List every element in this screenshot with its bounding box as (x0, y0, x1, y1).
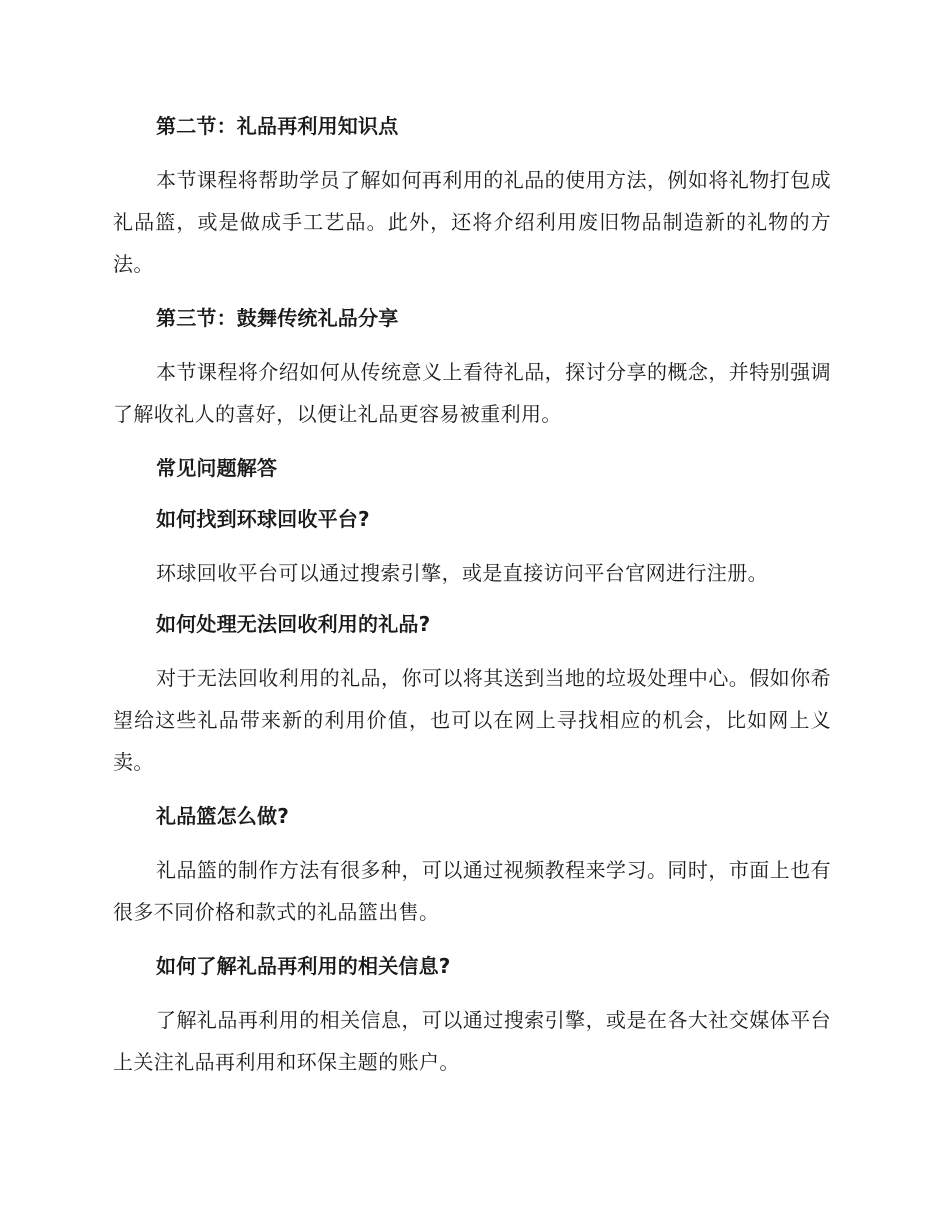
section-2-paragraph: 本节课程将帮助学员了解如何再利用的礼品的使用方法，例如将礼物打包成礼品篮，或是做成手工艺品。此外，还将介绍利用废旧物品制造新的礼物的方法。 (113, 168, 831, 276)
faq-title: 常见问题解答 (156, 456, 278, 480)
faq-answer-2: 对于无法回收利用的礼品，你可以将其送到当地的垃圾处理中心。假如你希望给这些礼品带来新的利用价值，也可以在网上寻找相应的机会，比如网上义卖。 (113, 666, 831, 774)
section-3-paragraph: 本节课程将介绍如何从传统意义上看待礼品，探讨分享的概念，并特别强调了解收礼人的喜好，以便让礼品更容易被重利用。 (113, 360, 831, 426)
faq-question-4: 如何了解礼品再利用的相关信息? (156, 954, 451, 978)
faq-question-2: 如何处理无法回收利用的礼品? (156, 612, 431, 636)
document-page (113, 108, 831, 1098)
faq-answer-1: 环球回收平台可以通过搜索引擎，或是直接访问平台官网进行注册。 (156, 561, 768, 585)
faq-question-1: 如何找到环球回收平台? (156, 507, 370, 531)
faq-answer-3: 礼品篮的制作方法有很多种，可以通过视频教程来学习。同时，市面上也有很多不同价格和款式的礼品篮出售。 (113, 858, 831, 924)
faq-question-3: 礼品篮怎么做? (156, 804, 290, 828)
section-2-heading: 第二节：礼品再利用知识点 (156, 114, 399, 138)
faq-answer-4: 了解礼品再利用的相关信息，可以通过搜索引擎，或是在各大社交媒体平台上关注礼品再利用和环保主题的账户。 (113, 1008, 831, 1074)
section-3-heading: 第三节：鼓舞传统礼品分享 (156, 306, 399, 330)
